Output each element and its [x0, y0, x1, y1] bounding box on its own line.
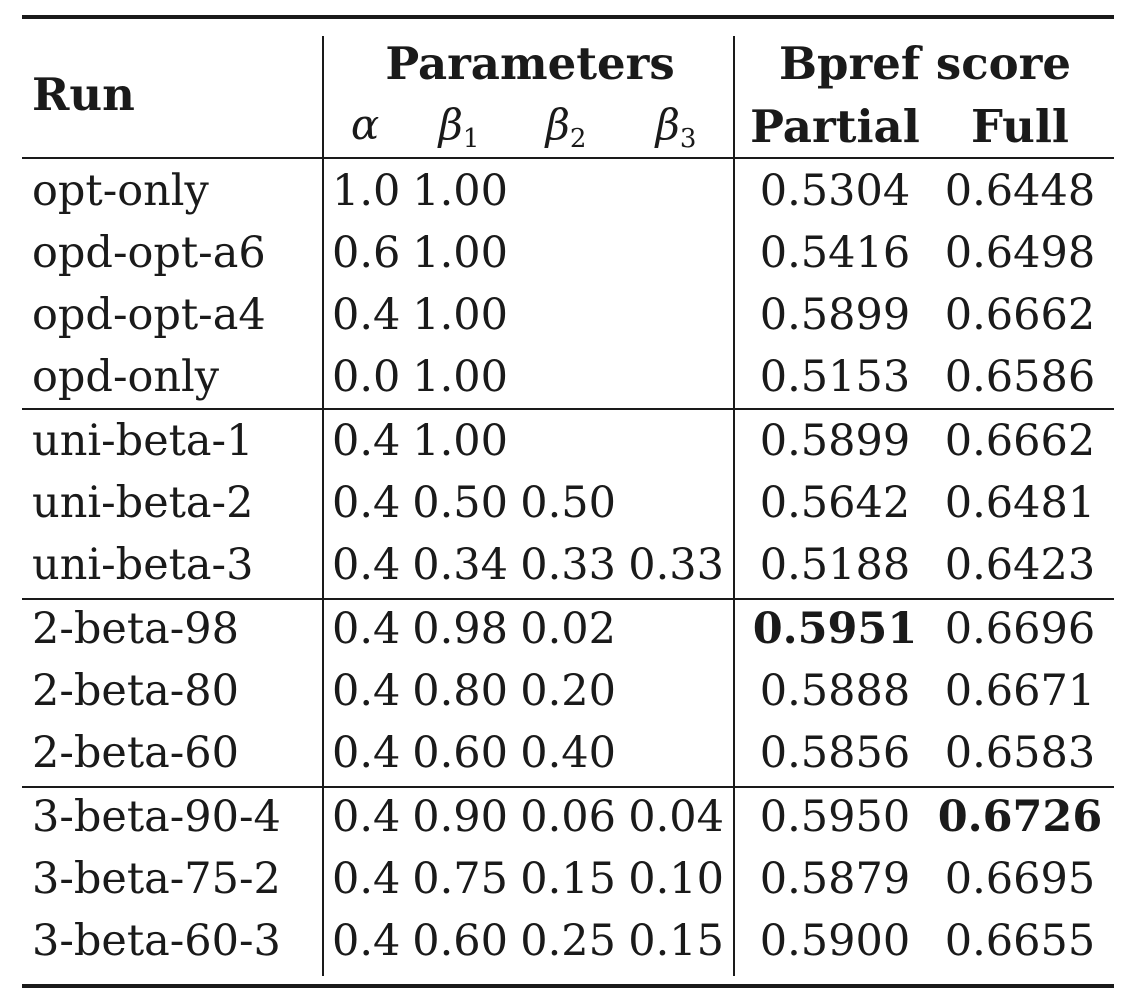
cell-partial: 0.5304: [759, 166, 911, 216]
cell-full: 0.6586: [944, 352, 1096, 402]
header-alpha: α: [350, 100, 380, 149]
cell-beta2: 0.50: [520, 478, 616, 528]
vertical-rule-params: [733, 36, 735, 976]
cell-beta1: 1.00: [412, 352, 508, 402]
cell-alpha: 0.4: [332, 290, 401, 340]
cell-alpha: 0.4: [332, 666, 401, 716]
cell-alpha: 0.4: [332, 604, 401, 654]
cell-beta1: 0.90: [412, 792, 508, 842]
cell-partial: 0.5950: [759, 792, 911, 842]
cell-beta2: 0.20: [520, 666, 616, 716]
cell-alpha: 0.4: [332, 416, 401, 466]
cell-beta2: 0.40: [520, 728, 616, 778]
cell-full: 0.6662: [944, 290, 1096, 340]
header-beta2: $\beta_2$: [545, 100, 587, 154]
header-beta1: $\beta_1$: [438, 100, 480, 154]
header-rule: [22, 157, 1114, 159]
cell-alpha: 0.0: [332, 352, 401, 402]
cell-run: 2-beta-60: [32, 728, 240, 778]
top-rule: [22, 15, 1114, 19]
header-bpref-score: Bpref score: [779, 37, 1071, 90]
cell-full: 0.6671: [944, 666, 1096, 716]
cell-run: uni-beta-3: [32, 540, 254, 590]
cell-alpha: 1.0: [332, 166, 401, 216]
cell-partial: 0.5899: [759, 416, 911, 466]
cell-beta2: 0.06: [520, 792, 616, 842]
cell-partial: 0.5856: [759, 728, 911, 778]
cell-run: opd-opt-a4: [32, 290, 266, 340]
cell-alpha: 0.4: [332, 540, 401, 590]
cell-beta1: 0.50: [412, 478, 508, 528]
bottom-rule: [22, 984, 1114, 988]
cell-full: 0.6448: [944, 166, 1096, 216]
cell-partial: 0.5879: [759, 854, 911, 904]
cell-run: 2-beta-98: [32, 604, 240, 654]
cell-beta1: 0.60: [412, 728, 508, 778]
cell-beta1: 1.00: [412, 290, 508, 340]
cell-full: 0.6498: [944, 228, 1096, 278]
cell-full: 0.6481: [944, 478, 1096, 528]
group-rule-1: [22, 408, 1114, 410]
cell-full: 0.6695: [944, 854, 1096, 904]
group-rule-2: [22, 598, 1114, 600]
header-beta3: $\beta_3$: [655, 100, 697, 154]
cell-beta1: 0.98: [412, 604, 508, 654]
header-full: Full: [970, 100, 1070, 153]
cell-beta1: 0.60: [412, 916, 508, 966]
group-rule-3: [22, 786, 1114, 788]
cell-partial: 0.5153: [759, 352, 911, 402]
cell-run: opt-only: [32, 166, 209, 216]
cell-full: 0.6423: [944, 540, 1096, 590]
cell-full: 0.6662: [944, 416, 1096, 466]
cell-alpha: 0.4: [332, 728, 401, 778]
header-run: Run: [32, 68, 135, 121]
cell-partial: 0.5951: [752, 604, 918, 654]
cell-run: opd-opt-a6: [32, 228, 266, 278]
cell-beta1: 1.00: [412, 228, 508, 278]
cell-run: 3-beta-75-2: [32, 854, 281, 904]
cell-beta2: 0.33: [520, 540, 616, 590]
cell-run: uni-beta-1: [32, 416, 254, 466]
cell-partial: 0.5642: [759, 478, 911, 528]
cell-partial: 0.5899: [759, 290, 911, 340]
cell-beta3: 0.15: [628, 916, 724, 966]
cell-run: 3-beta-60-3: [32, 916, 281, 966]
cell-partial: 0.5900: [759, 916, 911, 966]
cell-beta2: 0.02: [520, 604, 616, 654]
cell-alpha: 0.6: [332, 228, 401, 278]
cell-beta1: 0.80: [412, 666, 508, 716]
cell-beta2: 0.25: [520, 916, 616, 966]
cell-beta1: 0.34: [412, 540, 508, 590]
cell-full: 0.6726: [937, 792, 1103, 842]
cell-beta1: 1.00: [412, 166, 508, 216]
cell-alpha: 0.4: [332, 854, 401, 904]
cell-beta3: 0.04: [628, 792, 724, 842]
cell-full: 0.6583: [944, 728, 1096, 778]
cell-run: 3-beta-90-4: [32, 792, 281, 842]
cell-beta3: 0.33: [628, 540, 724, 590]
cell-full: 0.6655: [944, 916, 1096, 966]
cell-full: 0.6696: [944, 604, 1096, 654]
header-partial: Partial: [750, 100, 920, 153]
cell-alpha: 0.4: [332, 916, 401, 966]
cell-alpha: 0.4: [332, 792, 401, 842]
cell-run: uni-beta-2: [32, 478, 254, 528]
cell-partial: 0.5188: [759, 540, 911, 590]
header-parameters: Parameters: [385, 37, 675, 90]
cell-run: opd-only: [32, 352, 220, 402]
cell-partial: 0.5416: [759, 228, 911, 278]
cell-beta1: 1.00: [412, 416, 508, 466]
cell-beta1: 0.75: [412, 854, 508, 904]
cell-run: 2-beta-80: [32, 666, 240, 716]
vertical-rule-run: [322, 36, 324, 976]
cell-beta2: 0.15: [520, 854, 616, 904]
cell-beta3: 0.10: [628, 854, 724, 904]
cell-alpha: 0.4: [332, 478, 401, 528]
cell-partial: 0.5888: [759, 666, 911, 716]
